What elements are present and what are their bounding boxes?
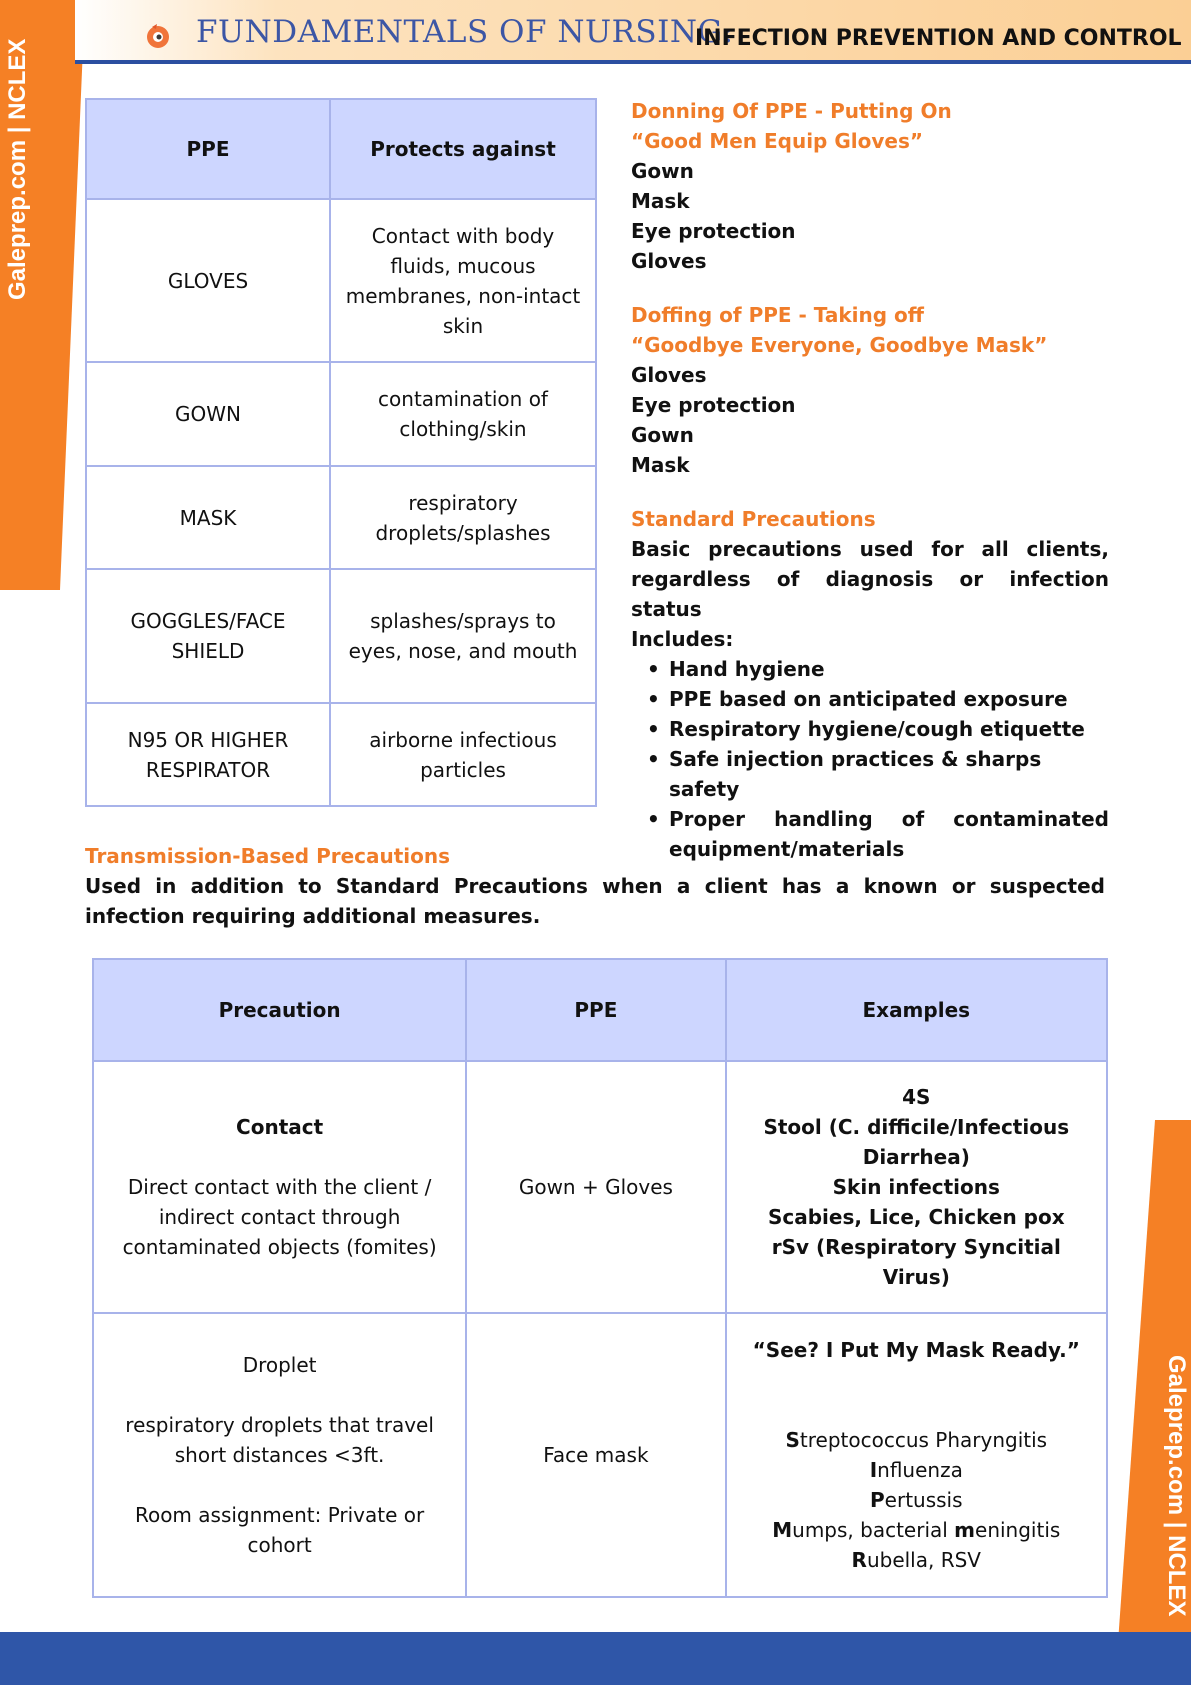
footer-bar [0, 1632, 1191, 1685]
page-title: FUNDAMENTALS OF NURSING: [196, 14, 734, 50]
list-item: • Safe injection practices & sharps safety [643, 744, 1109, 804]
protects-cell: respiratory droplets/splashes [330, 466, 596, 569]
example-item: Skin infections [832, 1175, 1000, 1199]
ppe-cell: GOWN [86, 362, 330, 466]
column-header-ppe: PPE [466, 959, 725, 1061]
list-item: Mask [631, 189, 690, 213]
table-row [86, 199, 596, 362]
examples-cell [726, 1313, 1107, 1597]
includes-label: Includes: [631, 627, 734, 651]
transmission-description: Used in addition to Standard Precautions when a client has a known or suspected infection requiring additional measures. [85, 874, 1105, 928]
ppe-cell: N95 OR HIGHER RESPIRATOR [86, 703, 330, 806]
table-row [86, 703, 596, 806]
ppe-cell: Face mask [466, 1313, 725, 1597]
table-row [86, 362, 596, 466]
transmission-table [92, 958, 1108, 1598]
example-item: Scabies, Lice, Chicken pox [767, 1205, 1065, 1229]
standard-precautions-section [631, 504, 1109, 864]
column-header-examples: Examples [726, 959, 1107, 1061]
page-subtitle: INFECTION PREVENTION AND CONTROL [695, 26, 1182, 51]
table-header-row [93, 959, 1107, 1061]
example-item: Streptococcus Pharyngitis [785, 1428, 1048, 1452]
ppe-cell: MASK [86, 466, 330, 569]
example-item: Mumps, bacterial meningitis [772, 1518, 1061, 1542]
list-item: • PPE based on anticipated exposure [643, 684, 1109, 714]
precaution-cell [93, 1313, 466, 1597]
precaution-cell [93, 1061, 466, 1313]
standard-list [631, 654, 1109, 864]
list-item: • Hand hygiene [643, 654, 1109, 684]
left-brand-text: Galeprep.com | NCLEX [4, 38, 31, 300]
example-item: Stool (C. difficile/Infectious Diarrhea) [763, 1115, 1070, 1169]
list-item: Eye protection [631, 219, 796, 243]
standard-title: Standard Precautions [631, 507, 876, 531]
table-row [86, 569, 596, 703]
donning-mnemonic: “Good Men Equip Gloves” [631, 129, 924, 153]
precaution-name: Droplet [242, 1353, 317, 1377]
doffing-mnemonic: “Goodbye Everyone, Goodbye Mask” [631, 333, 1048, 357]
list-item: Gown [631, 423, 694, 447]
standard-description: Basic precautions used for all clients, regardless of diagnosis or infection status [631, 537, 1109, 621]
droplet-mnemonic: “See? I Put My Mask Ready.” [752, 1338, 1080, 1362]
list-item: • Respiratory hygiene/cough etiquette [643, 714, 1109, 744]
example-item: 4S [902, 1085, 931, 1109]
protects-cell: splashes/sprays to eyes, nose, and mouth [330, 569, 596, 703]
list-item: Gloves [631, 363, 707, 387]
doffing-section [631, 300, 1109, 480]
example-item: Influenza [869, 1458, 963, 1482]
ppe-table [85, 98, 597, 807]
donning-section [631, 96, 1109, 276]
protects-cell: airborne infectious particles [330, 703, 596, 806]
ppe-cell: GOGGLES/FACE SHIELD [86, 569, 330, 703]
right-brand-text: Galeprep.com | NCLEX [1163, 1355, 1190, 1617]
protects-cell: contamination of clothing/skin [330, 362, 596, 466]
bird-logo-icon [144, 22, 172, 50]
example-item: Rubella, RSV [851, 1548, 981, 1572]
table-header-row [86, 99, 596, 199]
table-row [93, 1061, 1107, 1313]
header-underline [75, 60, 1191, 64]
ppe-cell: GLOVES [86, 199, 330, 362]
ppe-sequence-column [631, 96, 1109, 864]
column-header-precaution: Precaution [93, 959, 466, 1061]
column-header-protects: Protects against [330, 99, 596, 199]
donning-title: Donning Of PPE - Putting On [631, 99, 952, 123]
precaution-name: Contact [236, 1115, 324, 1139]
examples-cell [726, 1061, 1107, 1313]
precaution-description: respiratory droplets that travel short distances <3ft. [125, 1413, 434, 1467]
list-item: Mask [631, 453, 690, 477]
precaution-description: Direct contact with the client / indirect contact through contaminated objects (fomites) [122, 1175, 437, 1259]
column-header-ppe: PPE [86, 99, 330, 199]
table-row [86, 466, 596, 569]
doffing-title: Doffing of PPE - Taking off [631, 303, 924, 327]
table-row [93, 1313, 1107, 1597]
example-item: Pertussis [870, 1488, 963, 1512]
list-item: • Proper handling of contaminated equipment/materials [643, 804, 1109, 864]
ppe-cell: Gown + Gloves [466, 1061, 725, 1313]
protects-cell: Contact with body fluids, mucous membranes, non-intact skin [330, 199, 596, 362]
list-item: Eye protection [631, 393, 796, 417]
transmission-title: Transmission-Based Precautions [85, 844, 451, 868]
list-item: Gown [631, 159, 694, 183]
example-item: rSv (Respiratory Syncitial Virus) [771, 1235, 1061, 1289]
room-assignment: Room assignment: Private or cohort [134, 1503, 425, 1557]
list-item: Gloves [631, 249, 707, 273]
